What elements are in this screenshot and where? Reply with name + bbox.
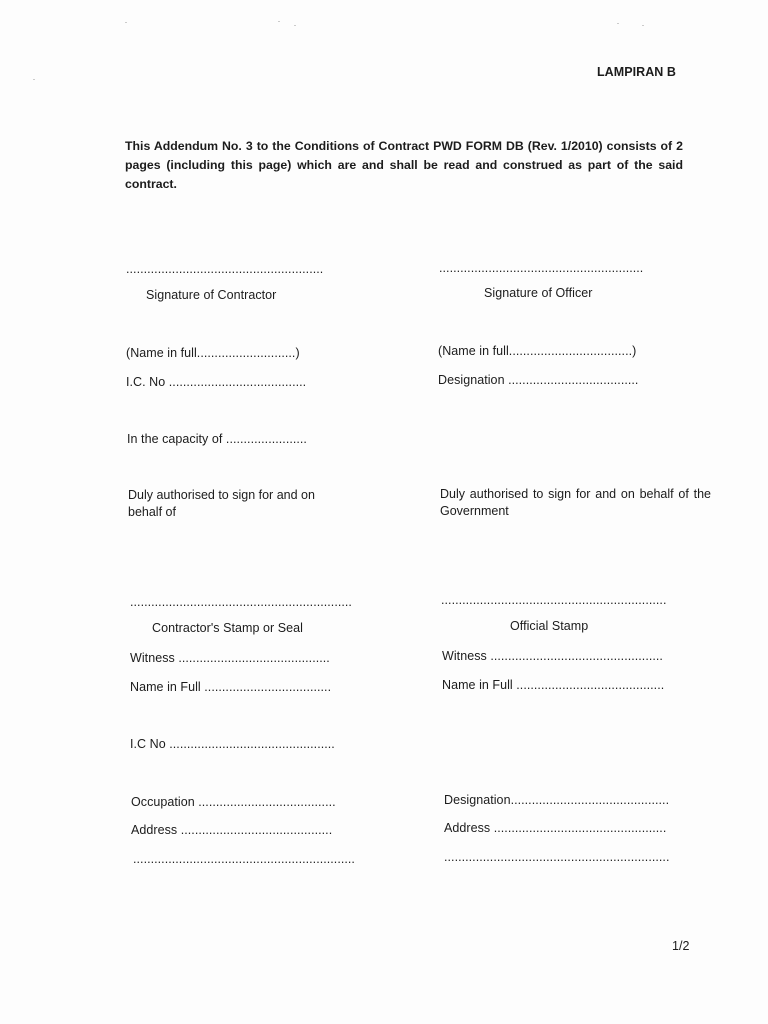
scan-speck (278, 21, 280, 22)
contractor-address-field: Address ........................................... (131, 823, 333, 837)
contractor-ic-field: I.C. No ....................................... (126, 375, 307, 389)
contractor-signature-label: Signature of Contractor (146, 288, 277, 302)
officer-stamp-label: Official Stamp (510, 619, 589, 633)
scan-speck (294, 25, 296, 26)
contractor-occupation-field: Occupation ....................................... (131, 795, 336, 809)
scan-speck (617, 23, 619, 24)
contractor-signature-line: ........................................................ (126, 262, 324, 276)
lampiran-label: LAMPIRAN B (597, 65, 676, 79)
contractor-authorised-text: Duly authorised to sign for and on behalf of (128, 488, 315, 519)
officer-signature-label: Signature of Officer (484, 286, 593, 300)
addendum-paragraph: This Addendum No. 3 to the Conditions of Contract PWD FORM DB (Rev. 1/2010) consists of 2 pages (including this page) which are and shall be read and construed as part of the said contract. (125, 139, 683, 191)
officer-stamp-line: ................................................................ (441, 593, 667, 607)
officer-authorised-text: Duly authorised to sign for and on behalf of the Government (440, 487, 711, 518)
officer-address-line2: ................................................................ (444, 850, 670, 864)
officer-witness-field: Witness ................................................. (442, 649, 663, 663)
contractor-stamp-label: Contractor's Stamp or Seal (152, 621, 303, 635)
officer-witness-designation-field: Designation............................................. (444, 793, 670, 807)
contractor-address-line2: ............................................................... (133, 852, 355, 866)
officer-address-field: Address ................................................. (444, 821, 667, 835)
officer-signature-line: .......................................................... (439, 261, 644, 275)
scan-speck (33, 79, 35, 80)
officer-witness-name-field: Name in Full .......................................... (442, 678, 665, 692)
contractor-witness-name-field: Name in Full .................................... (130, 680, 332, 694)
scan-speck (642, 25, 644, 26)
contractor-name-field: (Name in full............................) (126, 346, 300, 360)
contractor-capacity-field: In the capacity of ....................... (127, 432, 307, 446)
contractor-witness-field: Witness ........................................... (130, 651, 330, 665)
page-number: 1/2 (672, 939, 690, 953)
officer-name-field: (Name in full...................................) (438, 344, 637, 358)
contractor-stamp-line: ............................................................... (130, 595, 352, 609)
contractor-witness-ic-field: I.C No ............................................... (130, 737, 335, 751)
officer-designation-field: Designation ..................................... (438, 373, 639, 387)
scan-speck (125, 22, 127, 23)
